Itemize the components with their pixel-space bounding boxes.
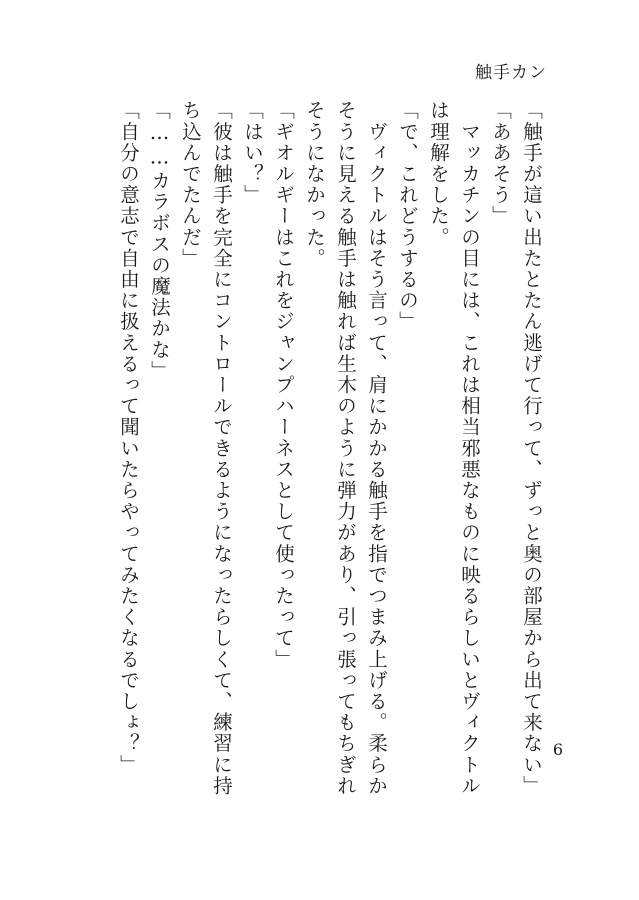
paragraph: 「自分の意志で自由に扱えるって聞いたらやってみたくなるでしょ？」 [117, 100, 140, 776]
paragraph: 「はい？」 [241, 100, 264, 206]
paragraph: 「ギオルギーはこれをジャンプハーネスとして使ったって」 [272, 100, 295, 670]
running-head: 触手カン [475, 63, 547, 83]
paragraph: 「ああそう」 [489, 100, 512, 227]
paragraph: 「で、これどうするの」 [396, 100, 419, 333]
paragraph: 「触手が這い出たとたん逃げて行って、ずっと奥の部屋から出て来ない」 [520, 100, 543, 797]
page-number: 6 [552, 740, 563, 759]
paragraph: ヴィクトルはそう言って、肩にかかる触手を指でつまみ上げる。柔らかそうに見える触手は触れば生木のように弾力があり、引っ張ってもちぎれそうになかった。 [303, 100, 388, 797]
paragraph: 「……カラボスの魔法かな」 [148, 100, 171, 382]
body-text [113, 100, 547, 800]
paragraph: マッカチンの目には、これは相当邪悪なものに映るらしいとヴィクトルは理解をした。 [427, 100, 481, 797]
paragraph: 「彼は触手を完全にコントロールできるようになったらしくて、練習に持ち込んでたんだ」 [179, 100, 233, 797]
